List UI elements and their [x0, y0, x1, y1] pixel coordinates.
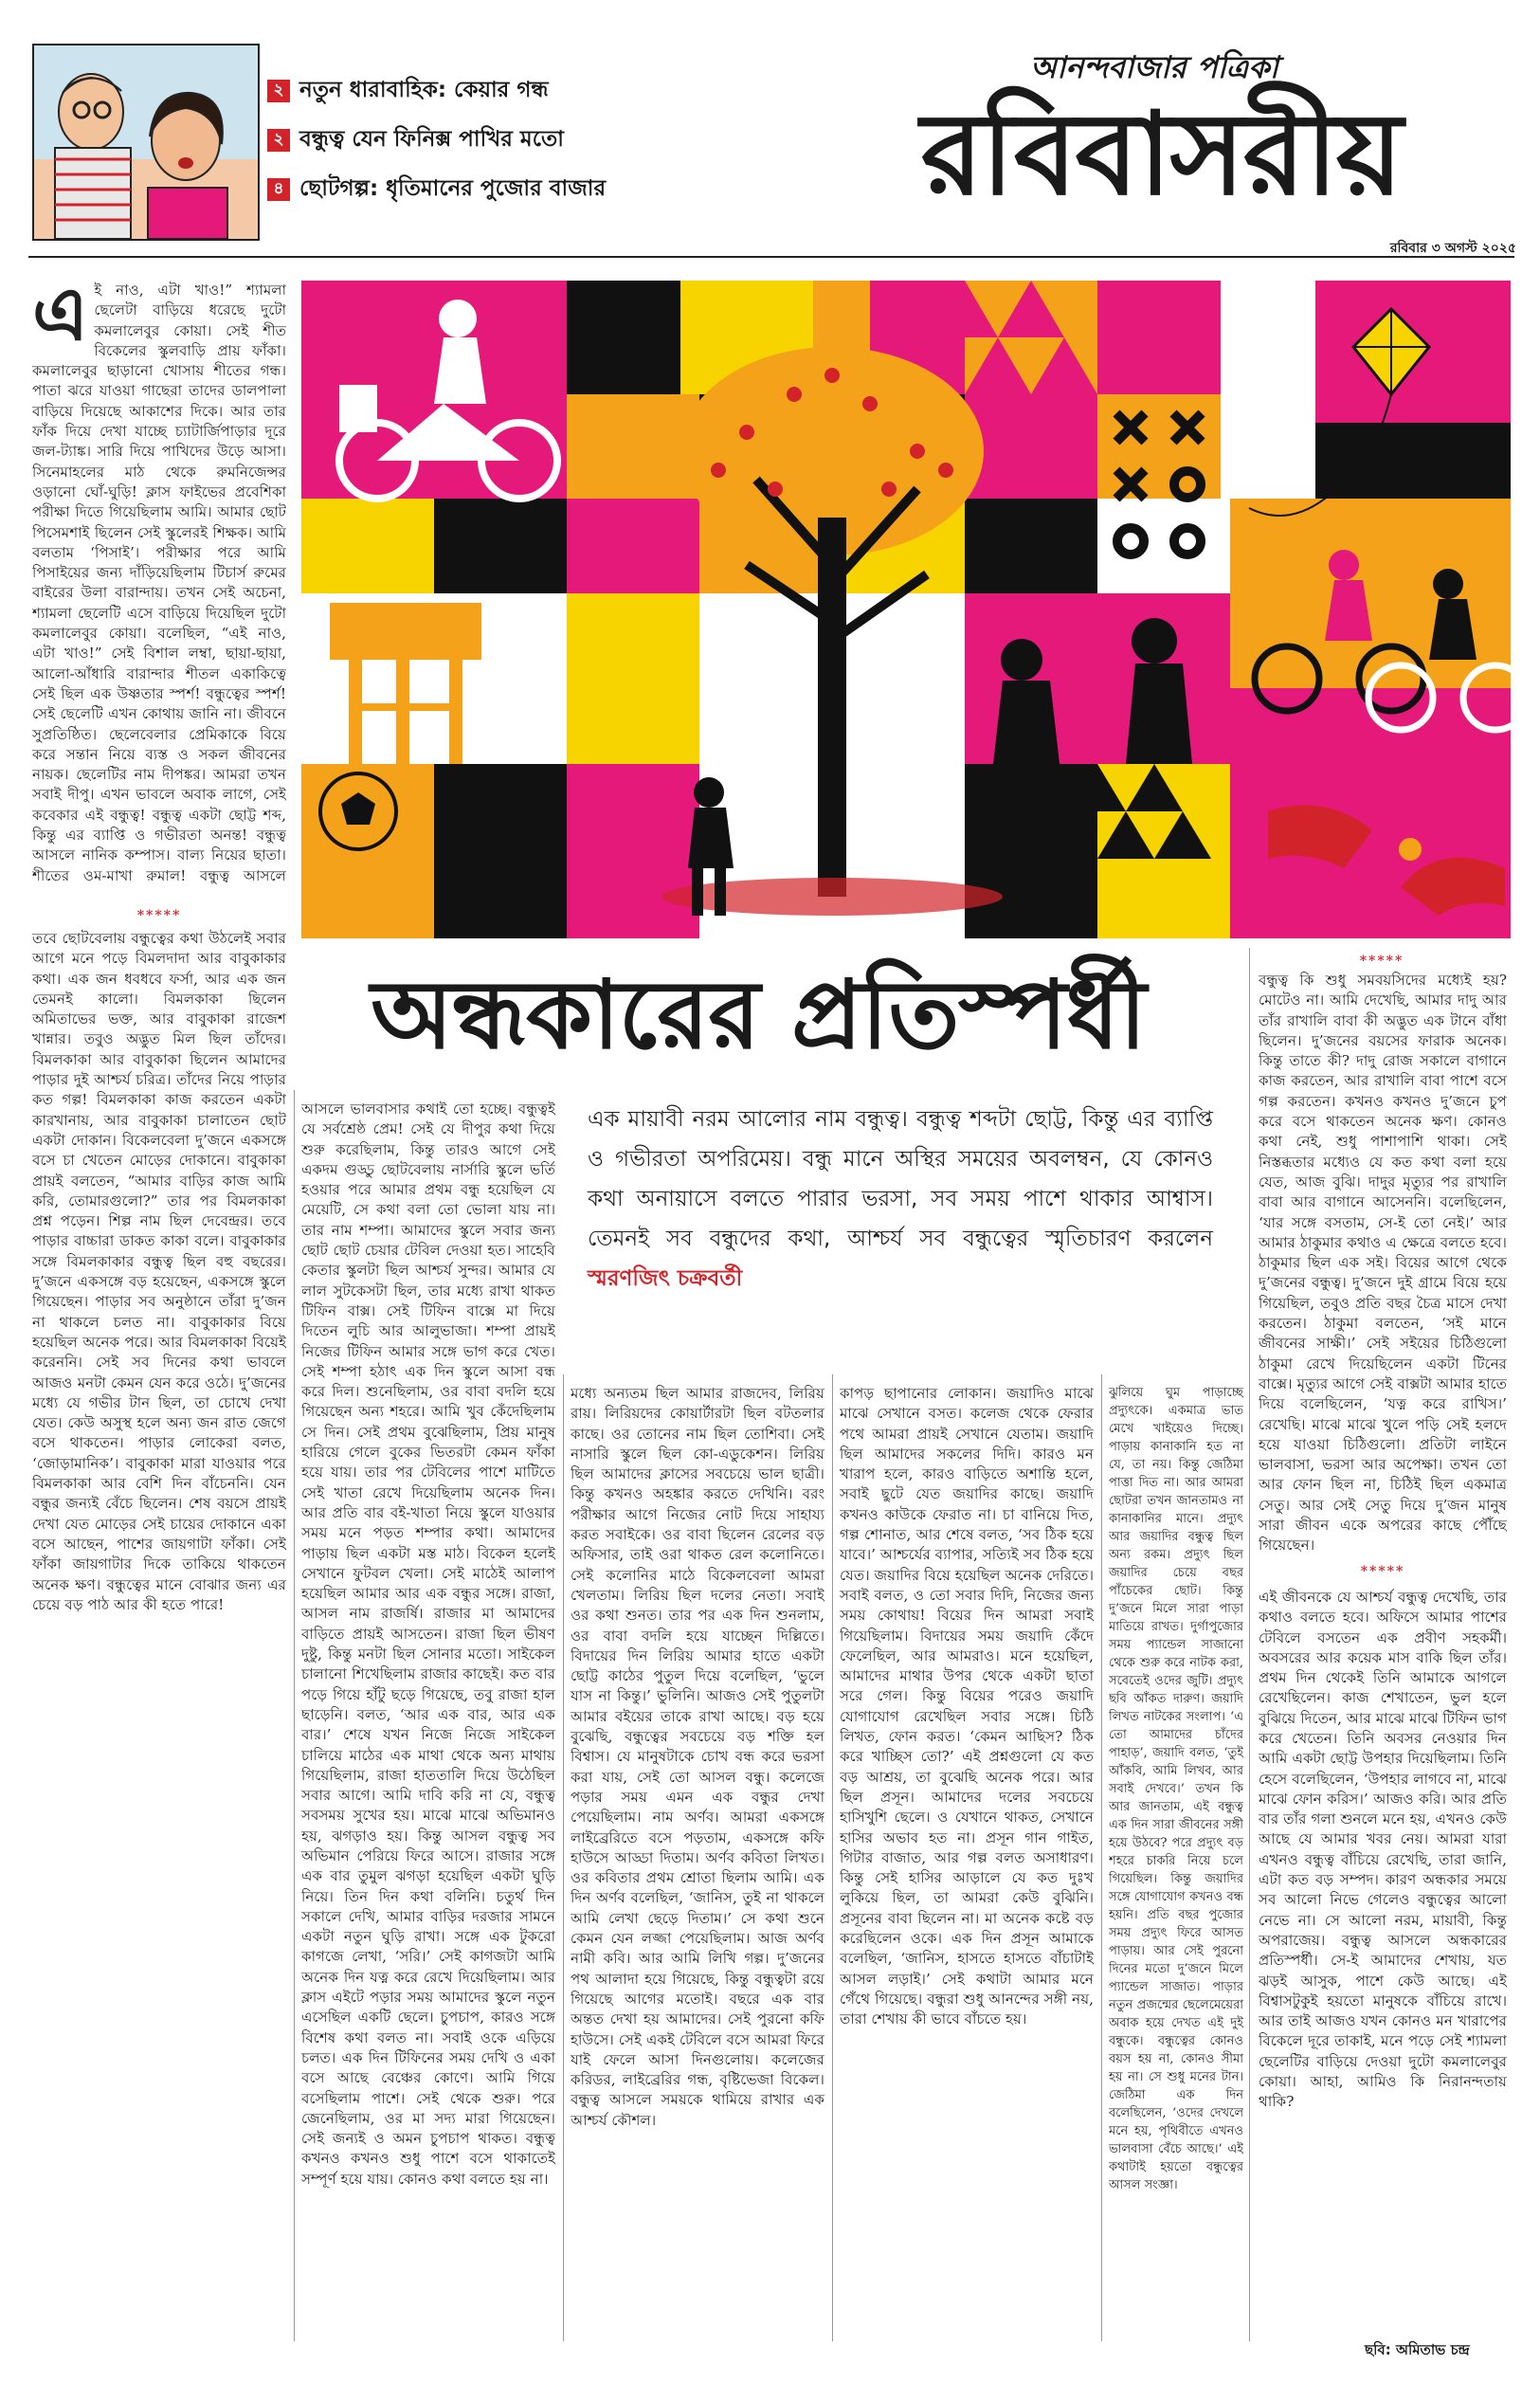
section-separator: *****	[136, 908, 182, 923]
publication-name: আনন্দবাজার পত্রিকা	[1030, 49, 1278, 85]
article-column-3	[571, 1384, 824, 2341]
body-text: কাপড় ছাপানোর লোকান। জয়াদিও মাঝে মাঝে সেখানে বসত। কলেজ থেকে ফেরার পথে আমরা প্রায়ই সেখানে যেতাম। জয়াদি ছিল আমাদের সকলের দিদি। কারও মন খারাপ হলে, কারও বাড়িতে অশান্তি হলে, সবাই ছুটে যেত জয়াদির কাছে। জয়াদি কখনও কাউকে ফেরাত না। চা বানিয়ে দিত, গল্প শোনাত, আর শেষে বলত, ‘সব ঠিক হয়ে যাবে।’ আশ্চর্যের ব্যাপার, সত্যিই সব ঠিক হয়ে যেত। জয়াদির বিয়ে হয়েছিল অনেক দেরিতে। সবাই বলত, ও তো সবার দিদি, নিজের জন্য সময় কোথায়! বিয়ের দিন আমরা সবাই গিয়েছিলাম। বিদায়ের সময় জয়াদি কেঁদে ফেলেছিল, আর আমরাও। মনে হয়েছিল, আমাদের মাথার উপর থেকে একটা ছাতা সরে গেল। কিন্তু বিয়ের পরেও জয়াদি যোগাযোগ রেখেছিল সবার সঙ্গে। চিঠি লিখত, ফোন করত। ‘কেমন আছিস? ঠিক করে খাচ্ছিস তো?’ এই প্রশ্নগুলো যে কত বড় আশ্রয়, তা বুঝেছি অনেক পরে। আর ছিল প্রসূন। আমাদের দলের সবচেয়ে হাসিখুশি ছেলে। ও যেখানে থাকত, সেখানে হাসির অভাব হত না। প্রসূন গান গাইত, গিটার বাজাত, আর গল্প বলত অসাধারণ। কিন্তু সেই হাসির আড়ালে যে কত দুঃখ লুকিয়ে ছিল, তা আমরা কেউ বুঝিনি। প্রসূনের বাবা ছিলেন না। মা অনেক কষ্টে বড় করেছিলেন ওকে। এক দিন প্রসূন আমাকে বলেছিল, ‘জানিস, হাসতে হাসতে বাঁচাটাই আসল লড়াই।’ সেই কথাটা আমার মনে গেঁথে গিয়েছে। বন্ধুরা শুধু আনন্দের সঙ্গী নয়, তারা শেখায় কী ভাবে বাঁচতে হয়।	[840, 1385, 1094, 2028]
column-divider	[1101, 1374, 1102, 2341]
body-text: ই নাও, এটা খাও!” শ্যামলা ছেলেটা বাড়িয়ে ধরেছে দুটো কমলালেবুর কোয়া। সেই শীত বিকেলের স্কুলবাড়ি প্রায় ফাঁকা। কমলালেবুর ছাড়ানো খোসায় শীতের গন্ধ। পাতা ঝরে যাওয়া গাছেরা তাদের ডালপালা বাড়িয়ে দিয়েছে আকাশের দিকে। আর তার ফাঁক দিয়ে দেখা যাচ্ছে চ্যাটার্জিপাড়ার দূরে জল-ট্যাঙ্ক। সারি দিয়ে পাখিদের উড়ে আসা। সিনেমাহলের মাঠ থেকে রুমনিজেন্সর ওড়ানো ঘোঁ-ঘুড়ি! ক্লাস ফাইভের প্রবেশিকা পরীক্ষা দিতে গিয়েছিলাম আমি। আমার ছোট পিসেমশাই ছিলেন সেই স্কুলেরই শিক্ষক। আমি বলতাম ‘পিসাই’। পরীক্ষার পরে আমি পিসাইয়ের জন্য দাঁড়িয়েছিলাম টিচার্স রুমের বাইরের উলা বারান্দায়। তখন সেই অচেনা, শ্যামলা ছেলেটি এসে বাড়িয়ে দিয়েছিল দুটো কমলালেবুর কোয়া। বলেছিল, “এই নাও, এটা খাও!” সেই বিশাল লম্বা, ছায়া-ছায়া, আলো-আঁধারি বারান্দার শীতল একাকিত্বে সেই ছিল এক উষ্ণতার স্পর্শ! বন্ধুত্বের স্পর্শ! সেই ছেলেটি এখন কোথায় জানি না। জীবনে সুপ্রতিষ্ঠিত। ছেলেবেলার প্রেমিকাকে বিয়ে করে সন্তান নিয়ে ব্যস্ত ও সকল জীবনের নায়ক। ছেলেটির নাম দীপঙ্কর। আমরা তখন সবাই দীপু। এখন ভাবলে অবাক লাগে, সেই কবেকার এই বন্ধুত্ব! বন্ধুত্ব একটা ছোট্ট শব্দ, কিন্তু এর ব্যাপ্তি ও গভীরতা অনন্ত! বন্ধুত্ব আসলে নানিক কম্পাস। বাল্য নিয়ের ছাতা। শীতের ওম-মাখা রুমাল! বন্ধুত্ব আসলে	[32, 282, 286, 884]
teaser-item[interactable]	[267, 121, 564, 158]
issue-date: রবিবার ৩ অগস্ট ২০২৫	[1389, 241, 1516, 256]
author-name: স্মরণজিৎ চক্রবর্তী	[588, 1266, 743, 1291]
article-column-1-top	[32, 281, 286, 887]
body-text: ঝুলিয়ে ঘুম পাড়াচ্ছে প্রদ্যুৎকে। একমাত্র ভাত মেখে খাইয়েও দিচ্ছে। পাড়ায় কানাকানি হত না যে, তা নয়। কিন্তু জেঠিমা পাত্তা দিত না। আর আমরা ছোটরা তখন জানতামও না কানাকানির মানে। প্রদ্যুৎ আর জয়াদির বন্ধুত্ব ছিল অন্য রকম। প্রদ্যুৎ ছিল জয়াদির চেয়ে বছর পাঁচেকের ছোট। কিন্তু দু’জনে মিলে সারা পাড়া মাতিয়ে রাখত। দুর্গাপুজোর সময় প্যান্ডেল সাজানো থেকে শুরু করে নাটক করা, সবেতেই ওদের জুটি। প্রদ্যুৎ ছবি আঁকত দারুণ। জয়াদি লিখত নাটকের সংলাপ। ‘এ তো আমাদের চাঁদের পাহাড়’, জয়াদি বলত, ‘তুই আঁকবি, আমি লিখব, আর সবাই দেখবে।’ তখন কি আর জানতাম, এই বন্ধুত্ব এক দিন সারা জীবনের সঙ্গী হয়ে উঠবে? পরে প্রদ্যুৎ বড় শহরে চাকরি নিয়ে চলে গিয়েছিল। কিন্তু জয়াদির সঙ্গে যোগাযোগ কখনও বন্ধ হয়নি। প্রতি বছর পুজোর সময় প্রদ্যুৎ ফিরে আসত পাড়ায়। আর সেই পুরনো দিনের মতো দু’জনে মিলে প্যান্ডেল সাজাত। পাড়ার নতুন প্রজন্মের ছেলেমেয়েরা অবাক হয়ে দেখত এই দুই বন্ধুকে। বন্ধুত্বের কোনও বয়স হয় না, কোনও সীমা হয় না। সে শুধু মনের টান। জেঠিমা এক দিন বলেছিলেন, ‘ওদের দেখলে মনে হয়, পৃথিবীতে এখনও ভালবাসা বেঁচে আছে।’ এই কথাটাই হয়তো বন্ধুত্বের আসল সংজ্ঞা।	[1109, 1386, 1243, 2192]
column-divider	[832, 1374, 833, 2341]
column-divider	[294, 1090, 295, 2341]
section-separator: *****	[1360, 1563, 1405, 1579]
teaser-item[interactable]	[267, 171, 606, 208]
body-text: তবে ছোটবেলায় বন্ধুত্বের কথা উঠলেই সবার আগে মনে পড়ে বিমলদাদা আর বাবুকাকার কথা। এক জন ধবধবে ফর্সা, আর এক জন তেমনই কালো। বিমলকাকা ছিলেন অমিতাভের ভক্ত, আর বাবুকাকা রাজেশ খান্নার। তবুও অদ্ভুত মিল ছিল তাঁদের। বিমলকাকা আর বাবুকাকা ছিলেন আমাদের পাড়ার দুই আশ্চর্য চরিত্র। তাঁদের নিয়ে পাড়ার কত গল্প! বিমলকাকা কাজ করতেন একটা কারখানায়, আর বাবুকাকা চালাতেন ছোট একটা দোকান। বিকেলবেলা দু’জনে একসঙ্গে বসে চা খেতেন মোড়ের দোকানে। বাবুকাকা প্রায়ই বলতেন, “আমার বাড়ির কাজ আমি করি, তোমারগুলো?” তার পর বিমলকাকা প্রশ্ন পড়েন। শিল্প নাম ছিল দেবেন্দ্রর। তবে পাড়ার বাচ্চারা ডাকত কাকা বলে। বাবুকাকার সঙ্গে বিমলকাকার বন্ধুত্ব ছিল বহু বছরের। দু’জনে একসঙ্গে বড় হয়েছেন, একসঙ্গে স্কুলে গিয়েছেন। পাড়ার সব অনুষ্ঠানে তাঁরা দু’জন না থাকলে চলত না। বাবুকাকার বিয়ে হয়েছিল অনেক পরে। আর বিমলকাকা বিয়েই করেননি। সেই সব দিনের কথা ভাবলে আজও মনটা কেমন যেন করে ওঠে। দু’জনের মধ্যে যে গভীর টান ছিল, তা চোখে দেখা যেত। কেউ অসুস্থ হলে অন্য জন রাত জেগে বসে থাকতেন। পাড়ার লোকেরা বলত, ‘জোড়ামানিক’। বাবুকাকা মারা যাওয়ার পরে বিমলকাকা আর বেশি দিন বাঁচেননি। যেন বন্ধুর জন্যই বেঁচে ছিলেন। শেষ বয়সে প্রায়ই দেখা যেত মোড়ের সেই চায়ের দোকানে একা বসে আছেন, পাশের জায়গাটা ফাঁকা। সেই ফাঁকা জায়গাটার দিকে তাকিয়ে থাকতেন অনেক ক্ষণ। বন্ধুত্বের মানে বোঝার জন্য এর চেয়ে বড় পাঠ আর কী হতে পারে!	[32, 930, 286, 1613]
article-column-2	[301, 1100, 555, 2341]
standfirst-text: এক মায়াবী নরম আলোর নাম বন্ধুত্ব। বন্ধুত্ব শব্দটা ছোট্ট, কিন্তু এর ব্যাপ্তি ও গভীরতা অপরিমেয়। বন্ধু মানে অস্থির সময়ের অবলম্বন, যে কোনও কথা অনায়াসে বলতে পারার ভরসা, সব সময় পাশে থাকার আশ্বাস। তেমনই সব বন্ধুদের কথা, আশ্চর্য সব বন্ধুত্বের স্মৃতিচারণ করলেন	[588, 1107, 1213, 1251]
teaser-item[interactable]	[267, 72, 549, 109]
teaser-number: ৪	[267, 178, 290, 201]
section-separator: *****	[1359, 954, 1404, 969]
body-text: মধ্যে অন্যতম ছিল আমার রাজদেব, লিরিয় রায়। লিরিয়দের কোয়ার্টারটা ছিল বটতলার কাছে। ওর তোনের নাম ছিল তোশিবা। সেই নাসারি স্কুলে ছিল কো-এডুকেশন। লিরিয় ছিল আমাদের ক্লাসের সবচেয়ে ভাল ছাত্রী। কিন্তু কখনও অহঙ্কার করতে দেখিনি। বরং পরীক্ষার আগে নিজের নোট দিয়ে সাহায্য করত সবাইকে। ওর বাবা ছিলেন রেলের বড় অফিসার, তাই ওরা থাকত রেল কলোনিতে। সেই কলোনির মাঠে বিকেলবেলা আমরা খেলতাম। লিরিয় ছিল দলের নেতা। সবাই ওর কথা শুনত। তার পর এক দিন শুনলাম, ওর বাবা বদলি হয়ে যাচ্ছেন দিল্লিতে। বিদায়ের দিন লিরিয় আমার হাতে একটা ছোট্ট কাঠের পুতুল দিয়ে বলেছিল, ‘ভুলে যাস না কিন্তু।’ ভুলিনি। আজও সেই পুতুলটা আমার বইয়ের তাকে রাখা আছে। বড় হয়ে বুঝেছি, বন্ধুত্বের সবচেয়ে বড় শক্তি হল বিশ্বাস। যে মানুষটাকে চোখ বন্ধ করে ভরসা করা যায়, সেই তো আসল বন্ধু। কলেজে পড়ার সময় এমন এক বন্ধুর দেখা পেয়েছিলাম। নাম অর্ণব। আমরা একসঙ্গে লাইব্রেরিতে বসে পড়তাম, একসঙ্গে কফি হাউসে আড্ডা দিতাম। অর্ণব কবিতা লিখত। ওর কবিতার প্রথম শ্রোতা ছিলাম আমি। এক দিন অর্ণব বলেছিল, ‘জানিস, তুই না থাকলে আমি লেখা ছেড়ে দিতাম।’ সে কথা শুনে কেমন যেন লজ্জা পেয়েছিলাম। আজ অর্ণব নামী কবি। আর আমি লিখি গল্প। দু’জনের পথ আলাদা হয়ে গিয়েছে, কিন্তু বন্ধুত্বটা রয়ে গিয়েছে আগের মতোই। বছরে এক বার অন্তত দেখা হয় আমাদের। সেই পুরনো কফি হাউসে। সেই একই টেবিলে বসে আমরা ফিরে যাই ফেলে আসা দিনগুলোয়। কলেজের করিডর, লাইব্রেরির গন্ধ, বৃষ্টিভেজা বিকেল। বন্ধুত্ব আসলে সময়কে থামিয়ে রাখার এক আশ্চর্য কৌশল।	[571, 1385, 824, 2129]
body-text: বন্ধুত্ব কি শুধু সমবয়সিদের মধ্যেই হয়? মোটেও না। আমি দেখেছি, আমার দাদু আর তাঁর রাখালি বাবা কী অদ্ভুত এক টানে বাঁধা ছিলেন। দু’জনের বয়সের ফারাক অনেক। কিন্তু তাতে কী? দাদু রোজ সকালে বাগানে কাজ করতেন, আর রাখালি বাবা পাশে বসে গল্প করতেন। কখনও কখনও দু’জনে চুপ করে বসে থাকতেন অনেক ক্ষণ। কোনও কথা নেই, শুধু পাশাপাশি থাকা। সেই নিস্তব্ধতার মধ্যেও যে কত কথা বলা হয়ে যেত, আজ বুঝি। দাদুর মৃত্যুর পর রাখালি বাবা আর বাগানে আসেননি। বলেছিলেন, ‘যার সঙ্গে বসতাম, সে-ই তো নেই।’ আর আমার ঠাকুমার কথাও এ ক্ষেত্রে বলতে হবে। ঠাকুমার ছিল এক সই। বিয়ের আগে থেকে দু’জনের বন্ধুত্ব। দু’জনে দুই গ্রামে বিয়ে হয়ে গিয়েছিল, তবুও প্রতি বছর চৈত্র মাসে দেখা করতেন। ঠাকুমা বলতেন, ‘সই মানে জীবনের সাক্ষী।’ সেই সইয়ের চিঠিগুলো ঠাকুমা রেখে দিয়েছিলেন একটা টিনের বাক্সে। মৃত্যুর আগে সেই বাক্সটা আমার হাতে দিয়ে বলেছিলেন, ‘যত্ন করে রাখিস।’ রেখেছি। মাঝে মাঝে খুলে পড়ি সেই হলদে হয়ে যাওয়া চিঠিগুলো। প্রতিটা লাইনে ভালবাসা, ভরসা আর অপেক্ষা। তখন তো আর ফোন ছিল না, চিঠিই ছিল একমাত্র সেতু। আর সেই সেতু দিয়ে দু’জন মানুষ সারা জীবন একে অপরের কাছে পৌঁছে গিয়েছেন।	[1259, 972, 1507, 1555]
header-rule	[28, 256, 1514, 258]
article-column-1-bottom	[32, 929, 286, 2351]
drop-cap: এ	[32, 281, 89, 357]
article-title: অন্ধকারের প্রতিস্পর্ধী	[371, 958, 1146, 1070]
article-standfirst	[588, 1100, 1213, 1299]
article-column-6	[1259, 971, 1507, 2336]
masthead-title: রবিবাসরীয়	[920, 87, 1402, 221]
teaser-text: নতুন ধারাবাহিক: কেয়ার গন্ধ	[299, 78, 549, 102]
feature-illustration	[301, 281, 1511, 938]
teaser-number: ২	[267, 129, 290, 152]
column-divider	[563, 1374, 564, 2341]
column-divider	[1249, 948, 1250, 2341]
comic-thumbnail	[32, 44, 260, 241]
body-text: আসলে ভালবাসার কথাই তো হচ্ছে। বন্ধুত্বই যে সর্বশ্রেষ্ঠ প্রেম! সেই যে দীপুর কথা দিয়ে শুরু করেছিলাম, কিন্তু তারও আগে সেই একদম গুড্ডু ছোটবেলায় নার্সারি স্কুলে ভর্তি হওয়ার পরে আমার প্রথম বন্ধু হয়েছিল যে মেয়েটি, সে কথা বলা তো ভোলা যায় না। তার নাম শম্পা। আমাদের স্কুলে সবার জন্য ছোট ছোট চেয়ার টেবিল দেওয়া হত। সাহেবি কেতার স্কুলটা ছিল আশ্চর্য সুন্দর। আমার যে লাল সুটকেসটা ছিল, তার মধ্যে রাখা থাকত টিফিন বাক্স। সেই টিফিন বাক্সে মা দিয়ে দিতেন লুচি আর আলুভাজা। শম্পা প্রায়ই নিজের টিফিন আমার সঙ্গে ভাগ করে খেত। সেই শম্পা হঠাৎ এক দিন স্কুলে আসা বন্ধ করে দিল। শুনেছিলাম, ওর বাবা বদলি হয়ে গিয়েছেন অন্য শহরে। আমি খুব কেঁদেছিলাম সে দিন। সেই প্রথম বুঝেছিলাম, প্রিয় মানুষ হারিয়ে গেলে বুকের ভিতরটা কেমন ফাঁকা হয়ে যায়। তার পর টেবিলের পাশে মাটিতে সেই খাতা রেখে দিয়েছিলাম অনেক দিন। আর প্রতি বার বই-খাতা নিয়ে স্কুলে যাওয়ার সময় মনে পড়ত শম্পার কথা। আমাদের পাড়ায় ছিল একটা মস্ত মাঠ। বিকেল হলেই সেখানে ফুটবল খেলা। সেই মাঠেই আলাপ হয়েছিল আমার আর এক বন্ধুর সঙ্গে। রাজা, আসল নাম রাজর্ষি। রাজার মা আমাদের বাড়িতে প্রায়ই আসতেন। রাজা ছিল ভীষণ দুষ্টু, কিন্তু মনটা ছিল সোনার মতো। সাইকেল চালানো শিখেছিলাম রাজার কাছেই। কত বার পড়ে গিয়ে হাঁটু ছড়ে গিয়েছে, তবু রাজা হাল ছাড়েনি। বলত, ‘আর এক বার, আর এক বার।’ শেষে যখন নিজে নিজে সাইকেল চালিয়ে মাঠের এক মাথা থেকে অন্য মাথায় গিয়েছিলাম, রাজা হাততালি দিয়ে উঠেছিল সবার আগে। আমি দাবি করি না যে, বন্ধুত্ব সবসময় সুখের হয়। মাঝে মাঝে অভিমানও হয়, ঝগড়াও হয়। কিন্তু আসল বন্ধুত্ব সব অভিমান পেরিয়ে ফিরে আসে। রাজার সঙ্গে এক বার তুমুল ঝগড়া হয়েছিল একটা ঘুড়ি নিয়ে। তিন দিন কথা বলিনি। চতুর্থ দিন সকালে দেখি, আমার বাড়ির দরজার সামনে একটা নতুন ঘুড়ি রাখা। সঙ্গে এক টুকরো কাগজে লেখা, ‘সরি।’ সেই কাগজটা আমি অনেক দিন যত্ন করে রেখে দিয়েছিলাম। আর ক্লাস এইটে পড়ার সময় আমাদের স্কুলে নতুন এসেছিল একটি ছেলে। চুপচাপ, কারও সঙ্গে বিশেষ কথা বলত না। সবাই ওকে এড়িয়ে চলত। এক দিন টিফিনের সময় দেখি ও একা বসে আছে বেঞ্চের কোণে। আমি গিয়ে বসেছিলাম পাশে। সেই থেকে শুরু। পরে জেনেছিলাম, ওর মা সদ্য মারা গিয়েছেন। সেই জন্যই ও অমন চুপচাপ থাকত। বন্ধুত্ব কখনও কখনও শুধু পাশে বসে থাকাতেই সম্পূর্ণ হয়ে যায়। কোনও কথা বলতে হয় না।	[301, 1100, 555, 2188]
teaser-text: বন্ধুত্ব যেন ফিনিক্স পাখির মতো	[299, 127, 564, 152]
article-column-5	[1109, 1384, 1243, 2332]
teaser-text: ছোটগল্প: ধৃতিমানের পুজোর বাজার	[299, 176, 607, 201]
article-column-4	[840, 1384, 1094, 2341]
teaser-number: ২	[267, 80, 290, 102]
photo-credit: ছবি: অমিতাভ চন্দ্র	[1365, 2341, 1470, 2358]
body-text: এই জীবনকে যে আশ্চর্য বন্ধুত্ব দেখেছি, তার কথাও বলতে হবে। অফিসে আমার পাশের টেবিলে বসতেন এক প্রবীণ সহকর্মী। অবসরের আর কয়েক মাস বাকি ছিল তাঁর। প্রথম দিন থেকেই তিনি আমাকে আগলে রেখেছিলেন। কাজ শেখাতেন, ভুল হলে বুঝিয়ে দিতেন, আর মাঝে মাঝে টিফিন ভাগ করে খেতেন। তিনি অবসর নেওয়ার দিন আমি একটা ছোট্ট উপহার দিয়েছিলাম। তিনি হেসে বলেছিলেন, ‘উপহার লাগবে না, মাঝে মাঝে ফোন করিস।’ আজও করি। আর প্রতি বার তাঁর গলা শুনলে মনে হয়, এখনও কেউ আছে যে আমার খবর নেয়। আমরা যারা এখনও বন্ধুত্ব বাঁচিয়ে রেখেছি, তারা জানি, এটা কত বড় সম্পদ। কারণ অন্ধকার সময়ে সব আলো নিভে গেলেও বন্ধুত্বের আলো নেভে না। সে আলো নরম, মায়াবী, কিন্তু অপরাজেয়। বন্ধুত্ব আসলে অন্ধকারের প্রতিস্পর্ধী। সে-ই আমাদের শেখায়, যত ঝড়ই আসুক, পাশে কেউ আছে। এই বিশ্বাসটুকুই হয়তো মানুষকে বাঁচিয়ে রাখে। আর তাই আজও যখন কোনও মন খারাপের বিকেলে দূরে তাকাই, মনে পড়ে সেই শ্যামলা ছেলেটির বাড়িয়ে দেওয়া দুটো কমলালেবুর কোয়া। আহা, আমিও কি নিরানন্দতায় থাকি?	[1259, 1588, 1507, 2111]
